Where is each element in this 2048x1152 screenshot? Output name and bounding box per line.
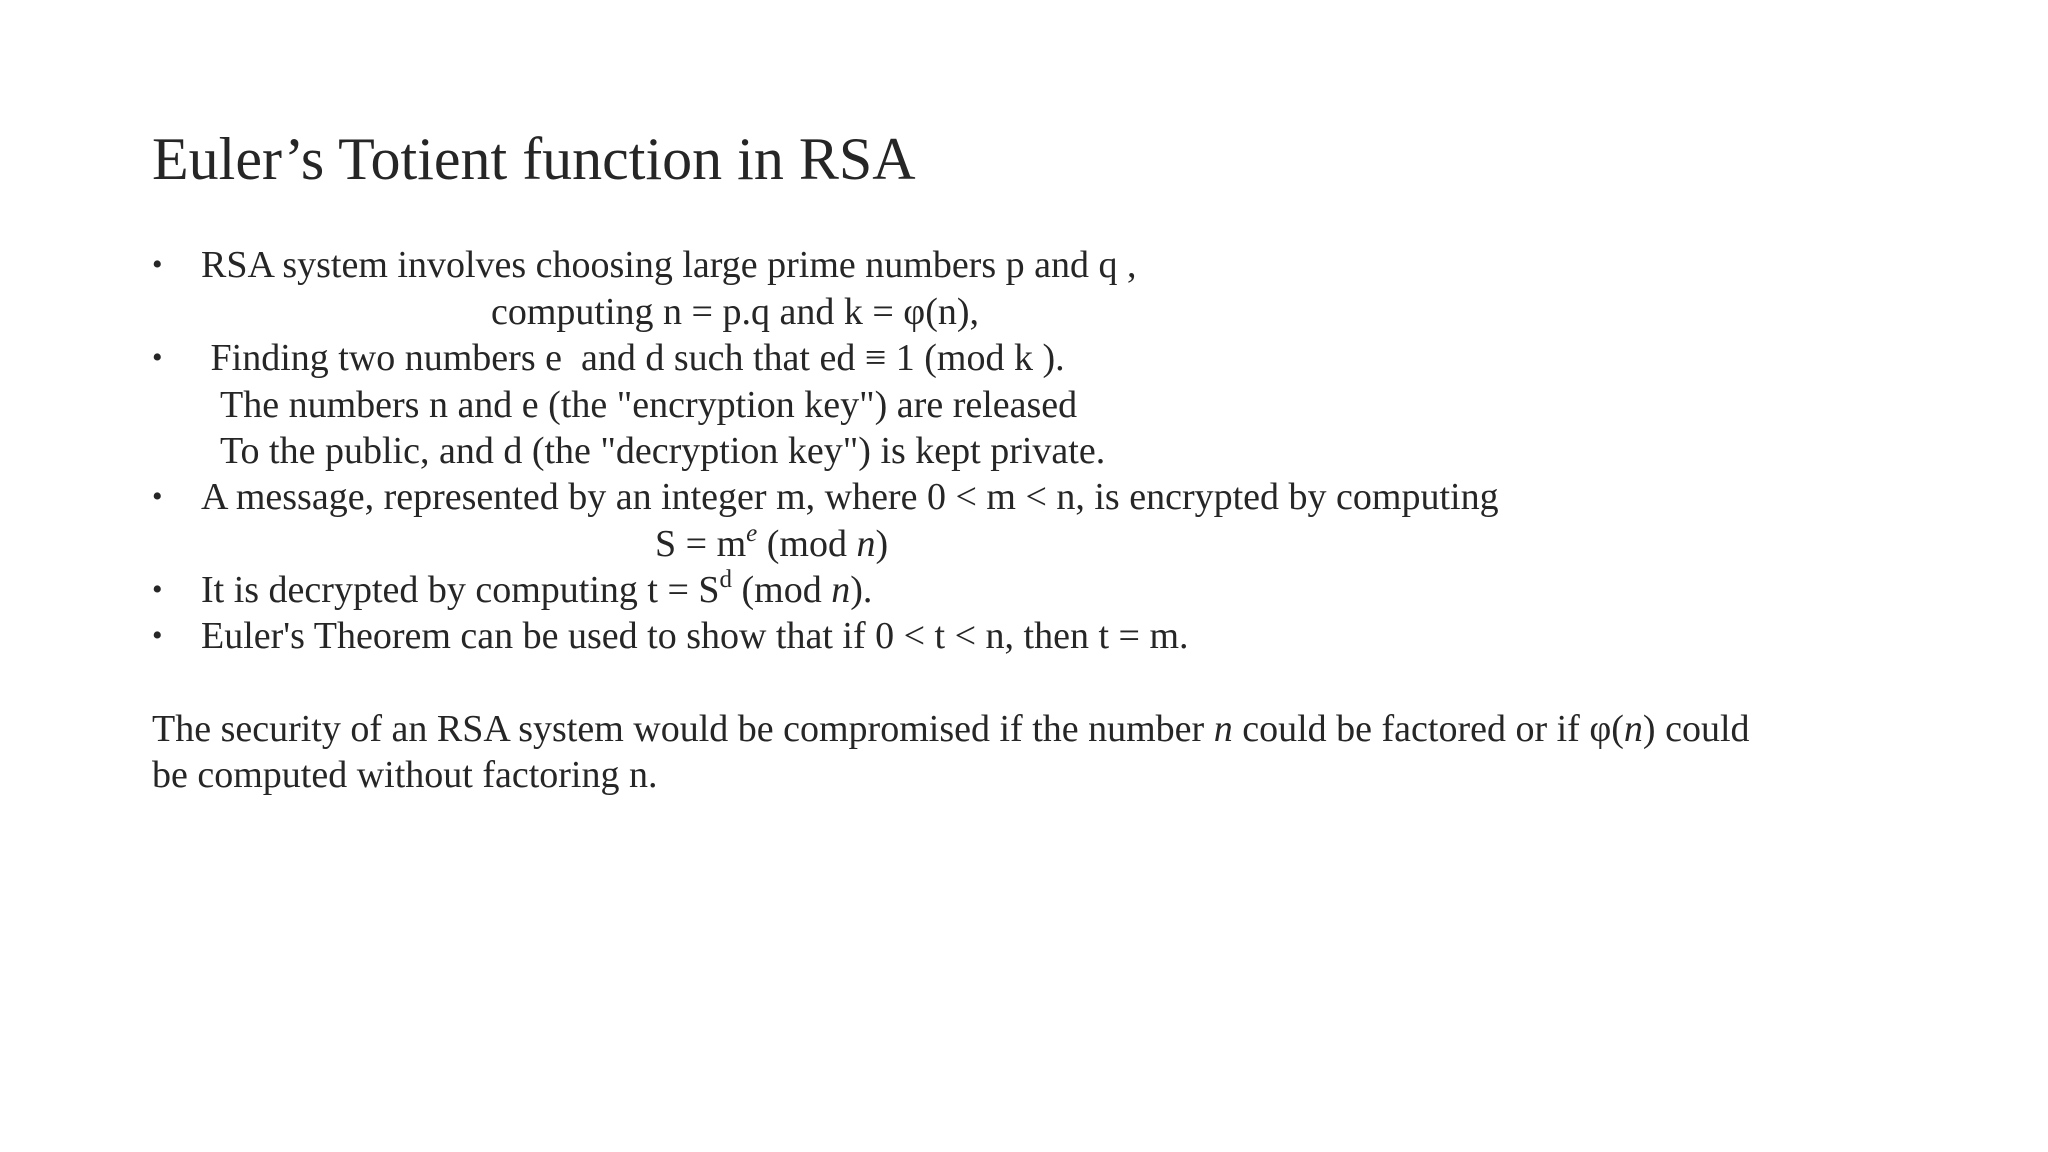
bullet-3-line-1: A message, represented by an integer m, where 0 < m < n, is encrypted by computing xyxy=(201,476,1499,518)
encryption-formula-close: ) xyxy=(875,523,889,565)
security-paragraph-line-2: be computed without factoring n. xyxy=(152,754,658,796)
decryption-formula-mod: (mod xyxy=(732,569,832,611)
bullet-2-line-1: Finding two numbers e and d such that ed ≡ 1 (mod k ). xyxy=(201,337,1065,379)
decryption-formula-close: ). xyxy=(850,569,873,611)
bullet-marker-1: • xyxy=(152,248,163,281)
bullet-1-line-2: computing n = p.q and k = φ(n), xyxy=(491,291,980,333)
bullet-marker-3: • xyxy=(152,480,163,513)
bullet-1-line-1: RSA system involves choosing large prime numbers p and q , xyxy=(201,244,1137,286)
bullet-5-line-1: Euler's Theorem can be used to show that if 0 < t < n, then t = m. xyxy=(201,615,1189,657)
encryption-formula-prefix: S = m xyxy=(655,523,747,565)
encryption-formula-modulus: n xyxy=(856,523,876,565)
bullet-marker-2: • xyxy=(152,341,163,374)
slide-title: Euler’s Totient function in RSA xyxy=(152,126,916,192)
security-paragraph-n2: n xyxy=(1623,708,1643,750)
bullet-2-line-3: To the public, and d (the "decryption key") is kept private. xyxy=(220,430,1106,472)
security-paragraph-line-1 xyxy=(152,706,1750,752)
security-paragraph-text-a: The security of an RSA system would be compromised if the number xyxy=(152,708,1214,750)
decryption-formula-prefix: It is decrypted by computing t = S xyxy=(201,569,720,611)
security-paragraph-text-b: could be factored or if φ( xyxy=(1232,708,1624,750)
encryption-formula-exponent: e xyxy=(746,520,758,547)
decryption-formula-modulus: n xyxy=(831,569,851,611)
security-paragraph-text-c: ) could xyxy=(1642,708,1750,750)
bullet-marker-5: • xyxy=(152,619,163,652)
bullet-marker-4: • xyxy=(152,573,163,606)
bullet-4-line-1 xyxy=(201,567,872,618)
bullet-2-line-2: The numbers n and e (the "encryption key") are released xyxy=(220,384,1078,426)
decryption-formula-exponent: d xyxy=(719,566,733,593)
encryption-formula-mod: (mod xyxy=(757,523,857,565)
encryption-formula xyxy=(655,521,888,572)
security-paragraph-n: n xyxy=(1213,708,1233,750)
